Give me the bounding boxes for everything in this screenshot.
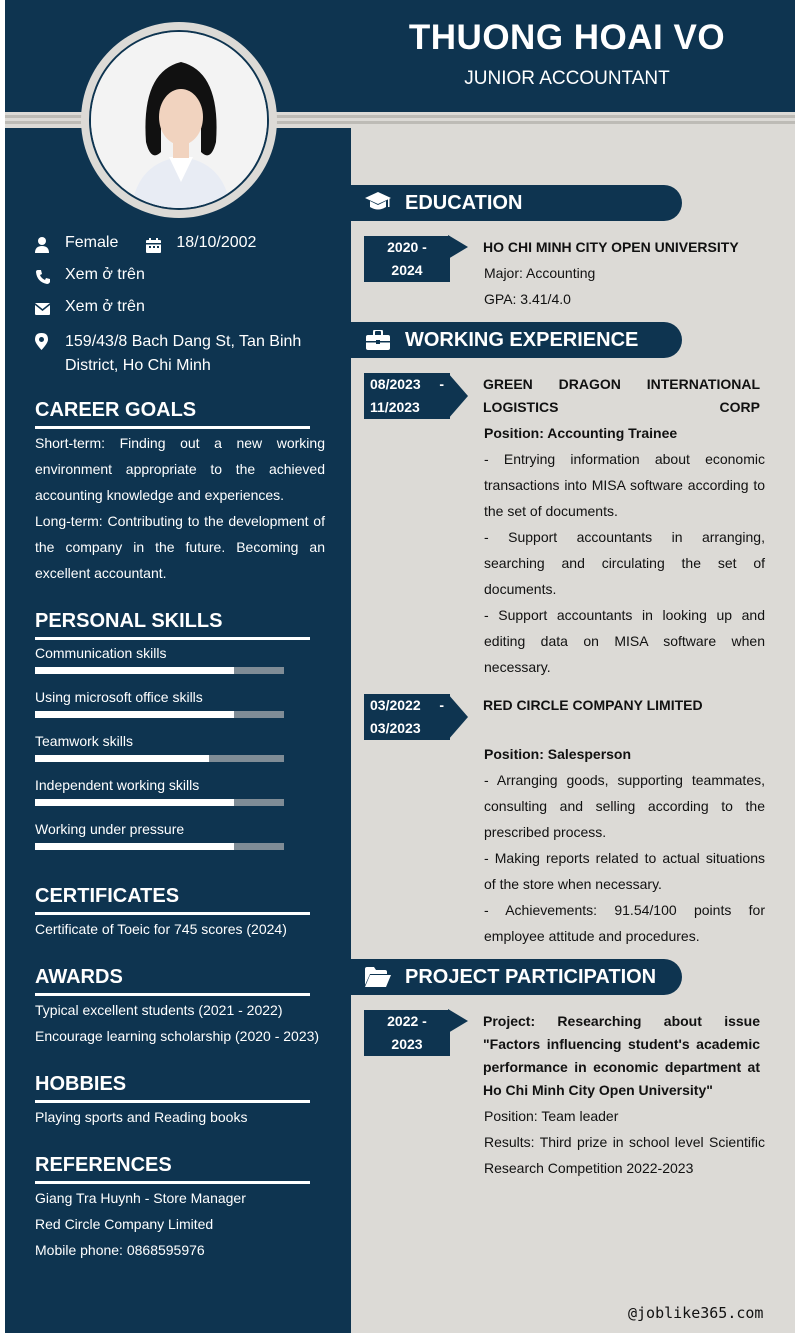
briefcase-icon (351, 330, 405, 350)
award-item: Typical excellent students (2021 - 2022) (35, 1002, 283, 1018)
job-duty: - Support accountants in arranging, searching and circulating the set of documents. (484, 529, 765, 597)
career-long-term: Long-term: Contributing to the development of the company in the future. Becoming an excellent accountant. (35, 513, 325, 581)
reference-item: Red Circle Company Limited (35, 1216, 214, 1232)
job-duty: - Support accountants in looking up and editing data on MISA software when necessary. (484, 607, 765, 675)
hobby-item: Playing sports and Reading books (35, 1109, 248, 1125)
section-divider (35, 426, 310, 429)
phone-icon (35, 266, 65, 288)
job-company: GREEN DRAGON INTERNATIONAL LOGISTICS CORP (483, 376, 760, 415)
envelope-icon (35, 298, 65, 320)
contact-email (35, 298, 145, 320)
education-heading (351, 185, 682, 221)
gender-value: Female (65, 234, 119, 251)
projects-heading (351, 959, 682, 995)
section-divider (35, 1181, 310, 1184)
education-major: Major: Accounting (484, 265, 596, 281)
section-divider (35, 912, 310, 915)
project-date: 2022 - 2023 (364, 1010, 450, 1056)
education-date: 2020 - 2024 (364, 236, 450, 282)
skill-level-fill (35, 667, 234, 674)
hobbies-heading: HOBBIES (35, 1073, 127, 1095)
folder-open-icon (351, 967, 405, 987)
skill-level-fill (35, 711, 234, 718)
skill-label: Using microsoft office skills (35, 689, 203, 705)
job-duty: - Entrying information about economic transactions into MISA software according to the set of documents. (484, 451, 765, 519)
calendar-icon (146, 234, 176, 256)
references-heading: REFERENCES (35, 1154, 172, 1176)
dob-value: 18/10/2002 (176, 234, 257, 251)
job-duty: - Achievements: 91.54/100 points for employee attitude and procedures. (484, 902, 765, 944)
skill-label: Working under pressure (35, 821, 185, 837)
projects-title: PROJECT PARTICIPATION (405, 965, 657, 988)
address-value: 159/43/8 Bach Dang St, Tan Binh District, Ho Chi Minh (65, 333, 302, 374)
reference-item: Mobile phone: 0868595976 (35, 1242, 205, 1258)
job-date: 08/2023 - 11/2023 (364, 373, 450, 419)
date-arrow (448, 373, 468, 419)
job-company: RED CIRCLE COMPANY LIMITED (483, 697, 703, 713)
skill-level-bar (35, 799, 284, 806)
phone-value: Xem ở trên (65, 266, 145, 283)
experience-heading (351, 322, 682, 358)
project-position: Position: Team leader (484, 1108, 619, 1124)
watermark: @joblike365.com (628, 1304, 764, 1322)
personal-skills-heading: PERSONAL SKILLS (35, 610, 223, 632)
avatar (89, 30, 269, 210)
skill-level-bar (35, 755, 284, 762)
education-school: HO CHI MINH CITY OPEN UNIVERSITY (483, 239, 739, 255)
job-duty: - Making reports related to actual situations of the store when necessary. (484, 850, 765, 892)
person-icon (35, 234, 65, 256)
career-goals-heading: CAREER GOALS (35, 399, 197, 421)
education-gpa: GPA: 3.41/4.0 (484, 291, 571, 307)
date-arrow (448, 1009, 468, 1033)
skill-level-bar (35, 843, 284, 850)
reference-item: Giang Tra Huynh - Store Manager (35, 1190, 246, 1206)
certificate-item: Certificate of Toeic for 745 scores (2024) (35, 921, 287, 937)
date-arrow (448, 694, 468, 740)
skill-label: Communication skills (35, 645, 167, 661)
skill-level-fill (35, 843, 234, 850)
experience-title: WORKING EXPERIENCE (405, 328, 639, 351)
awards-heading: AWARDS (35, 966, 123, 988)
section-divider (35, 993, 310, 996)
award-item: Encourage learning scholarship (2020 - 2023) (35, 1028, 320, 1044)
candidate-role: JUNIOR ACCOUNTANT (464, 68, 670, 89)
contact-gender (35, 234, 256, 256)
job-date: 03/2022 - 03/2023 (364, 694, 450, 740)
skill-label: Independent working skills (35, 777, 200, 793)
section-divider (35, 1100, 310, 1103)
date-arrow (448, 235, 468, 259)
project-title: Project: Researching about issue "Factors influencing student's academic performance in economic department at Ho Chi Minh City Open University" (483, 1013, 760, 1098)
project-results: Results: Third prize in school level Scientific Research Competition 2022-2023 (484, 1134, 765, 1176)
section-divider (35, 637, 310, 640)
skill-level-fill (35, 799, 234, 806)
graduation-cap-icon (351, 192, 405, 214)
location-pin-icon (35, 330, 65, 352)
education-title: EDUCATION (405, 191, 523, 214)
job-position: Position: Salesperson (484, 746, 632, 762)
resume-page (5, 0, 795, 1333)
skill-level-fill (35, 755, 209, 762)
skill-label: Teamwork skills (35, 733, 134, 749)
job-duty: - Arranging goods, supporting teammates, consulting and selling according to the prescribed process. (484, 772, 765, 840)
email-value: Xem ở trên (65, 298, 145, 315)
candidate-name: THUONG HOAI VO (408, 18, 726, 57)
certificates-heading: CERTIFICATES (35, 885, 180, 907)
skill-level-bar (35, 711, 284, 718)
career-short-term: Short-term: Finding out a new working environment appropriate to the achieved accounting knowledge and experiences. (35, 435, 325, 503)
skill-level-bar (35, 667, 284, 674)
contact-phone (35, 266, 145, 288)
contact-address (35, 330, 315, 378)
job-position: Position: Accounting Trainee (484, 425, 678, 441)
